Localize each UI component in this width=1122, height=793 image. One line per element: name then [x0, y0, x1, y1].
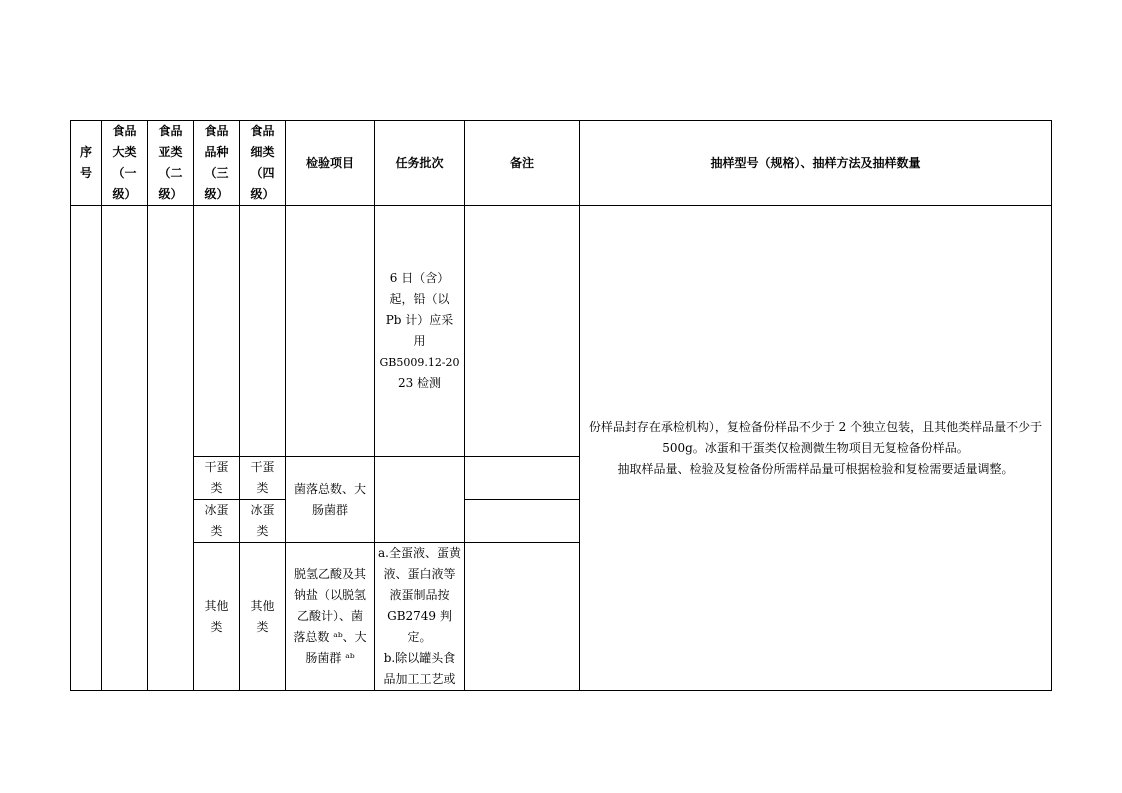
category-2-cell — [148, 206, 194, 691]
header-sampling-method: 抽样型号（规格）、抽样方法及抽样数量 — [580, 121, 1052, 206]
category-4-cell — [240, 206, 286, 457]
category-4-frozen-egg: 冰蛋 类 — [240, 500, 286, 543]
remarks-cell — [465, 500, 580, 543]
header-remarks: 备注 — [465, 121, 580, 206]
test-items-cell — [286, 206, 375, 457]
other-test-items: 脱氢乙酸及其 钠盐（以脱氢 乙酸计）、菌 落总数 ᵃᵇ、大 肠菌群 ᵃᵇ — [286, 543, 375, 691]
header-category-1: 食品 大类 （一 级） — [102, 121, 148, 206]
task-batch-cell — [375, 457, 465, 543]
header-row — [71, 121, 1052, 206]
header-category-3: 食品 品种 （三 级） — [194, 121, 240, 206]
micro-test-items: 菌落总数、大 肠菌群 — [286, 457, 375, 543]
remarks-cell — [465, 543, 580, 691]
category-3-frozen-egg: 冰蛋 类 — [194, 500, 240, 543]
header-category-4: 食品 细类 （四 级） — [240, 121, 286, 206]
sampling-spec-table — [70, 120, 1052, 691]
category-1-cell — [102, 206, 148, 691]
table-row — [71, 206, 1052, 457]
header-test-items: 检验项目 — [286, 121, 375, 206]
remarks-cell — [465, 206, 580, 457]
category-3-dried-egg: 干蛋 类 — [194, 457, 240, 500]
category-4-other: 其他 类 — [240, 543, 286, 691]
seq-cell — [71, 206, 102, 691]
remarks-cell — [465, 457, 580, 500]
header-seq: 序 号 — [71, 121, 102, 206]
category-3-other: 其他 类 — [194, 543, 240, 691]
sampling-method-cell: 份样品封存在承检机构），复检备份样品不少于 2 个独立包装，且其他类样品量不少于 500g。冰蛋和干蛋类仅检测微生物项目无复检备份样品。 抽取样品量、检验及复检备份所需样品量可根据检验和复检需要适量调整。 — [580, 206, 1052, 691]
other-remark-cell: a.全蛋液、蛋黄 液、蛋白液等 液蛋制品按 GB2749 判定。 b.除以罐头食 品加工工艺或 — [375, 543, 465, 691]
category-4-dried-egg: 干蛋 类 — [240, 457, 286, 500]
task-batch-cell: 6 日（含） 起，铅（以 Pb 计）应采 用 GB5009.12-20 23 检测 — [375, 206, 465, 457]
header-category-2: 食品 亚类 （二 级） — [148, 121, 194, 206]
category-3-cell — [194, 206, 240, 457]
header-task-batch: 任务批次 — [375, 121, 465, 206]
